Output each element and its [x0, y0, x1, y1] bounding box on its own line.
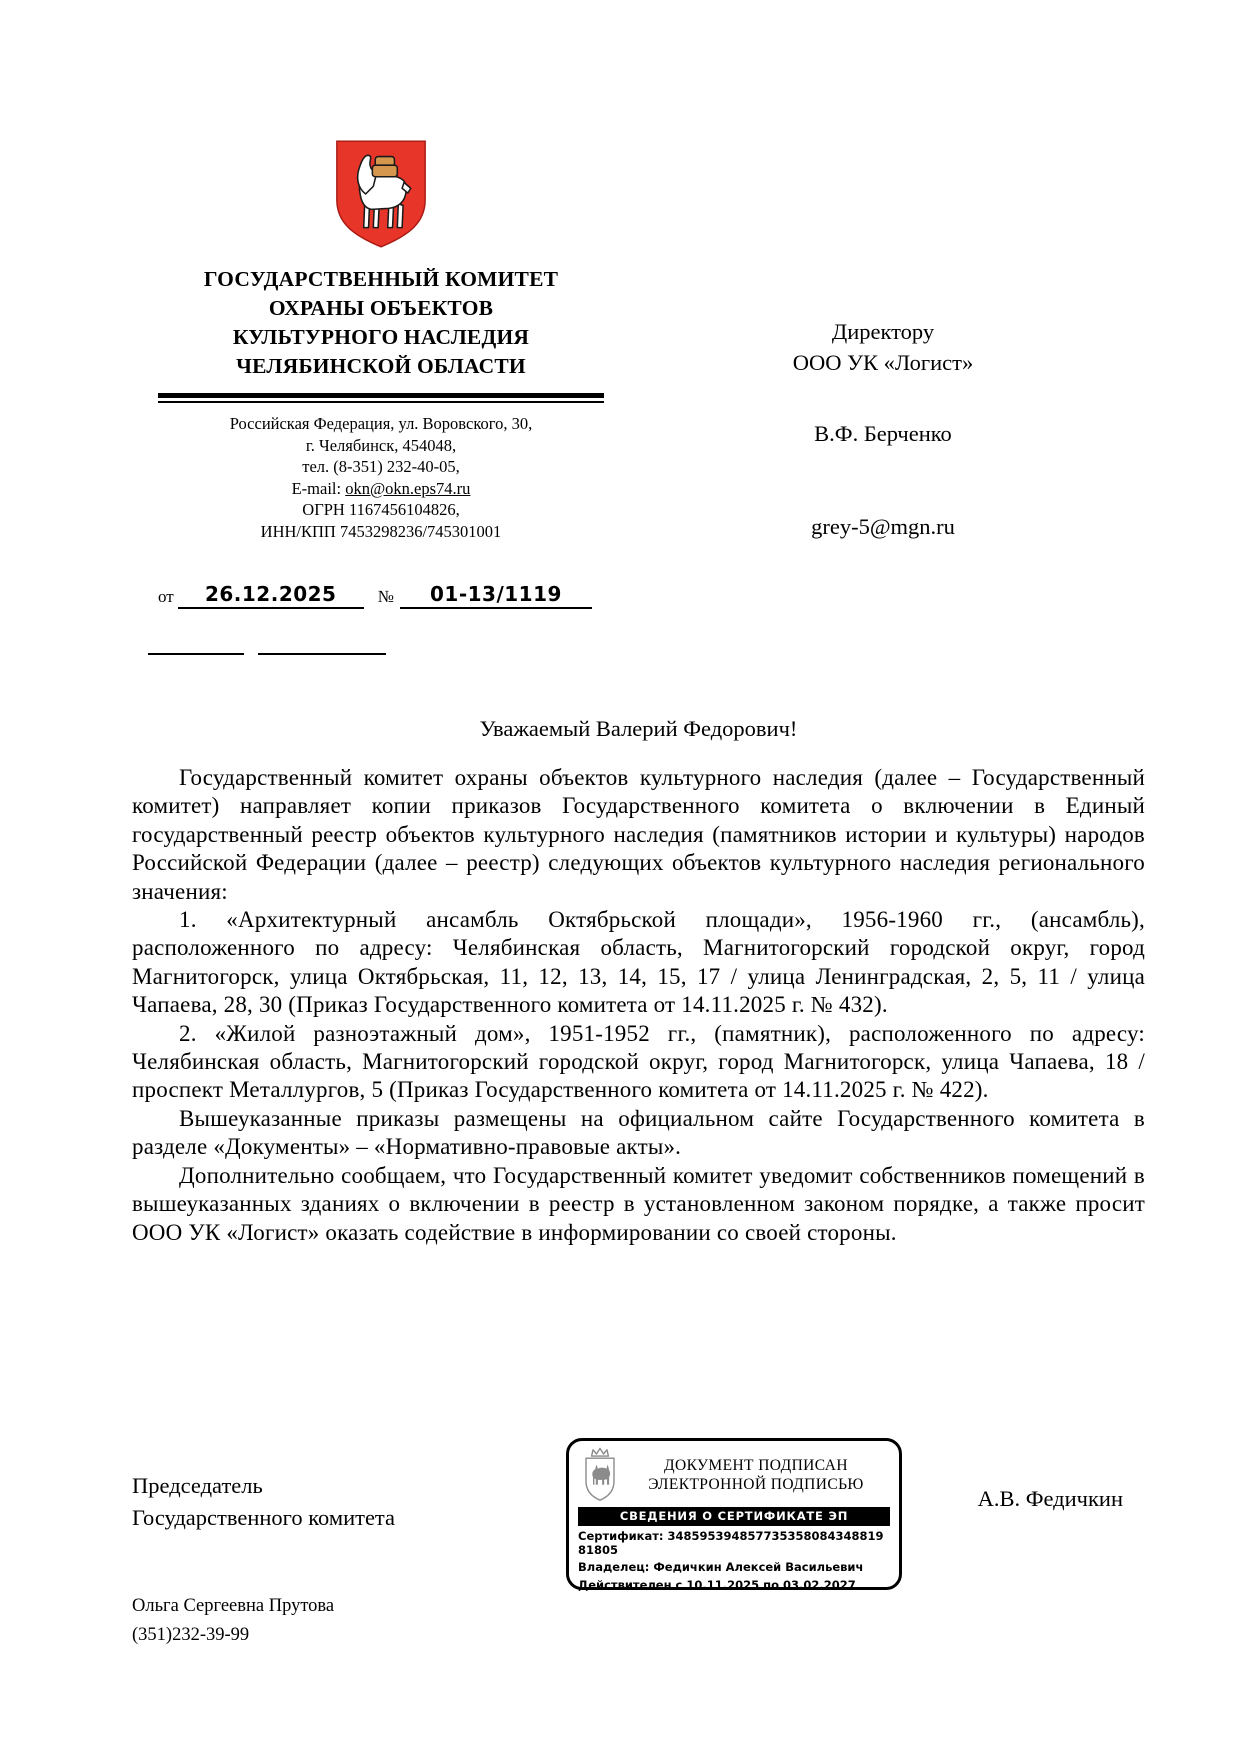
org-name	[158, 265, 604, 381]
stamp-title-line: ДОКУМЕНТ ПОДПИСАН	[664, 1457, 848, 1474]
executor-block	[132, 1592, 334, 1650]
org-address	[158, 413, 604, 542]
stamp-header	[578, 1447, 890, 1503]
body-paragraph: 2. «Жилой разноэтажный дом», 1951-1952 гг., (памятник), расположенного по адресу: Челябинская область, Магнитогорский городской округ, город Магнитогорск, улица Чапаева, 18 / проспект Металлургов, 5 (Приказ Государственного комитета от 14.11.2025 г. № 422).	[132, 1020, 1145, 1103]
signer-position-line: Председатель	[132, 1473, 263, 1498]
stamp-title-line: ЭЛЕКТРОННОЙ ПОДПИСЬЮ	[648, 1476, 864, 1493]
email-label: E-mail:	[291, 478, 346, 498]
salutation: Уважаемый Валерий Федорович!	[479, 716, 798, 741]
date-label: от	[158, 587, 174, 606]
org-name-line: ГОСУДАРСТВЕННЫЙ КОМИТЕТ	[203, 267, 559, 291]
address-line: Российская Федерация, ул. Воровского, 30,	[229, 414, 533, 433]
inn-kpp-line: ИНН/КПП 7453298236/745301001	[260, 521, 502, 541]
address-line: тел. (8-351) 232-40-05,	[302, 457, 460, 476]
recipient-block	[660, 316, 1106, 542]
body-paragraph: Государственный комитет охраны объектов культурного наследия (далее – Государственный комитет) направляет копии приказов Государственного комитета о включении в Единый государственный реестр объектов культурного наследия (памятников истории и культуры) народов Российской Федерации (далее – реестр) следующих объектов культурного наследия регионального значения:	[132, 765, 1145, 904]
blank-reference-line	[148, 652, 244, 655]
stamp-owner: Владелец: Федичкин Алексей Васильевич	[578, 1560, 864, 1574]
body-paragraph: 1. «Архитектурный ансамбль Октябрьской площади», 1956-1960 гг., (ансамбль), расположенного по адресу: Челябинская область, Магнитогорский городской округ, город Магнитогорск, улица Октябрьская, 11, 12, 13, 14, 15, 17 / улица Ленинградская, 2, 5, 11 / улица Чапаева, 28, 30 (Приказ Государственного комитета от 14.11.2025 г. № 432).	[132, 907, 1145, 1018]
e-signature-stamp	[566, 1438, 902, 1590]
stamp-title	[622, 1456, 890, 1494]
signer-position-line: Государственного комитета	[132, 1505, 396, 1530]
executor-phone: (351)232-39-99	[132, 1625, 250, 1645]
recipient-org: ООО УК «Логист»	[792, 350, 974, 375]
org-name-line: КУЛЬТУРНОГО НАСЛЕДИЯ	[232, 325, 530, 349]
stamp-certificate-number: Сертификат: 34859539485773535808434881981805	[578, 1529, 884, 1557]
letter-date: 26.12.2025	[178, 582, 364, 609]
address-line: г. Челябинск, 454048,	[305, 435, 457, 455]
recipient-email: grey-5@mgn.ru	[811, 514, 955, 539]
blank-reference-line	[258, 652, 386, 655]
reference-row	[158, 582, 592, 609]
ogrn-line: ОГРН 1167456104826,	[302, 500, 460, 519]
letter-number: 01-13/1119	[400, 582, 592, 609]
stamp-emblem-icon	[578, 1447, 622, 1503]
executor-name: Ольга Сергеевна Прутова	[132, 1596, 335, 1616]
recipient-title: Директору	[831, 319, 935, 344]
body-paragraph: Дополнительно сообщаем, что Государственный комитет уведомит собственников помещений в вышеуказанных зданиях о включении в реестр в установленном законом порядке, а также просит ООО УК «Логист» оказать содействие в информировании со своей стороны.	[132, 1162, 1145, 1245]
org-email-link[interactable]: okn@okn.eps74.ru	[345, 478, 471, 498]
number-label: №	[377, 587, 394, 606]
coat-of-arms-icon	[333, 138, 429, 250]
stamp-validity: Действителен с 10.11.2025 по 03.02.2027	[578, 1577, 856, 1592]
letter-body	[132, 764, 1145, 1247]
letterhead	[158, 138, 604, 542]
signer-name: А.В. Федичкин	[977, 1486, 1123, 1511]
signer-position	[132, 1470, 395, 1534]
stamp-certificate-bar: СВЕДЕНИЯ О СЕРТИФИКАТЕ ЭП	[578, 1507, 890, 1526]
recipient-name: В.Ф. Берченко	[814, 421, 952, 446]
letterhead-divider	[158, 393, 604, 403]
address-email-line	[158, 478, 604, 500]
org-name-line: ОХРАНЫ ОБЪЕКТОВ	[268, 296, 494, 320]
body-paragraph: Вышеуказанные приказы размещены на официальном сайте Государственного комитета в разделе «Документы» – «Нормативно-правовые акты».	[132, 1105, 1145, 1160]
org-name-line: ЧЕЛЯБИНСКОЙ ОБЛАСТИ	[236, 354, 526, 378]
